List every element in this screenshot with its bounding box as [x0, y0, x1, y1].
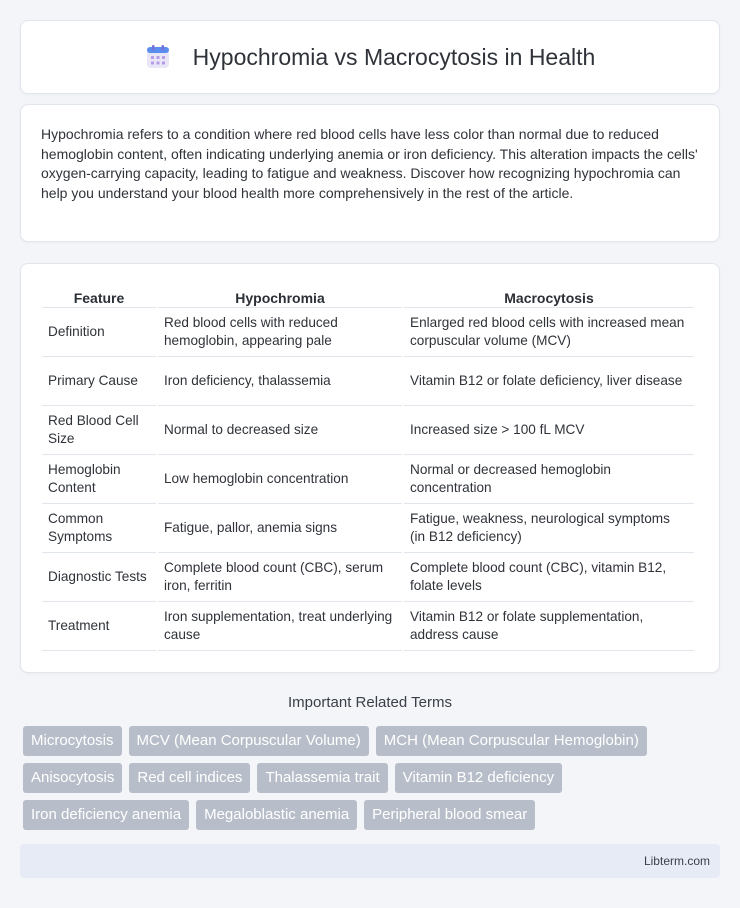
hypochromia-cell: Low hemoglobin concentration	[158, 455, 402, 504]
macrocytosis-cell: Normal or decreased hemoglobin concentration	[404, 455, 694, 504]
hypochromia-cell: Iron deficiency, thalassemia	[158, 357, 402, 406]
feature-cell: Red Blood Cell Size	[42, 406, 156, 455]
feature-cell: Primary Cause	[42, 357, 156, 406]
related-term-tag[interactable]: Anisocytosis	[23, 763, 122, 793]
table-header-row	[42, 284, 694, 308]
site-link[interactable]: Libterm.com	[643, 854, 710, 868]
comparison-table	[40, 284, 696, 651]
hypochromia-cell: Complete blood count (CBC), serum iron, ferritin	[158, 553, 402, 602]
related-term-tag[interactable]: Megaloblastic anemia	[196, 800, 357, 830]
related-term-tag[interactable]: Peripheral blood smear	[364, 800, 535, 830]
column-header-feature: Feature	[42, 284, 156, 308]
table-row	[42, 357, 694, 406]
table-row	[42, 308, 694, 357]
footer	[20, 844, 720, 878]
column-header-macrocytosis: Macrocytosis	[404, 284, 694, 308]
related-terms-list	[23, 726, 713, 830]
feature-cell: Treatment	[42, 602, 156, 651]
related-term-tag[interactable]: MCH (Mean Corpuscular Hemoglobin)	[376, 726, 647, 756]
table-row	[42, 602, 694, 651]
related-term-tag[interactable]: Red cell indices	[129, 763, 250, 793]
column-header-hypochromia: Hypochromia	[158, 284, 402, 308]
related-term-tag[interactable]: Thalassemia trait	[257, 763, 387, 793]
table-row	[42, 406, 694, 455]
table-row	[42, 504, 694, 553]
comparison-card	[20, 263, 720, 673]
title-card	[20, 20, 720, 94]
related-term-tag[interactable]: MCV (Mean Corpuscular Volume)	[129, 726, 369, 756]
calendar-icon	[145, 44, 171, 70]
macrocytosis-cell: Vitamin B12 or folate supplementation, address cause	[404, 602, 694, 651]
hypochromia-cell: Fatigue, pallor, anemia signs	[158, 504, 402, 553]
table-row	[42, 553, 694, 602]
table-row	[42, 455, 694, 504]
hypochromia-cell: Normal to decreased size	[158, 406, 402, 455]
feature-cell: Common Symptoms	[42, 504, 156, 553]
hypochromia-cell: Red blood cells with reduced hemoglobin, appearing pale	[158, 308, 402, 357]
macrocytosis-cell: Fatigue, weakness, neurological symptoms (in B12 deficiency)	[404, 504, 694, 553]
related-term-tag[interactable]: Vitamin B12 deficiency	[395, 763, 562, 793]
feature-cell: Definition	[42, 308, 156, 357]
hypochromia-cell: Iron supplementation, treat underlying cause	[158, 602, 402, 651]
intro-text: Hypochromia refers to a condition where red blood cells have less color than normal due to reduced hemoglobin content, often indicating underlying anemia or iron deficiency. This alteration impacts the cells' oxygen-carrying capacity, leading to fatigue and weakness. Discover how recognizing hypochromia can help you understand your blood health more comprehensively in the rest of the article.	[41, 126, 698, 201]
macrocytosis-cell: Increased size > 100 fL MCV	[404, 406, 694, 455]
feature-cell: Diagnostic Tests	[42, 553, 156, 602]
intro-card	[20, 104, 720, 242]
related-term-tag[interactable]: Microcytosis	[23, 726, 122, 756]
related-terms-heading: Important Related Terms	[288, 694, 452, 711]
feature-cell: Hemoglobin Content	[42, 455, 156, 504]
macrocytosis-cell: Complete blood count (CBC), vitamin B12, folate levels	[404, 553, 694, 602]
macrocytosis-cell: Enlarged red blood cells with increased mean corpuscular volume (MCV)	[404, 308, 694, 357]
macrocytosis-cell: Vitamin B12 or folate deficiency, liver disease	[404, 357, 694, 406]
page-title: Hypochromia vs Macrocytosis in Health	[192, 43, 596, 70]
related-term-tag[interactable]: Iron deficiency anemia	[23, 800, 189, 830]
